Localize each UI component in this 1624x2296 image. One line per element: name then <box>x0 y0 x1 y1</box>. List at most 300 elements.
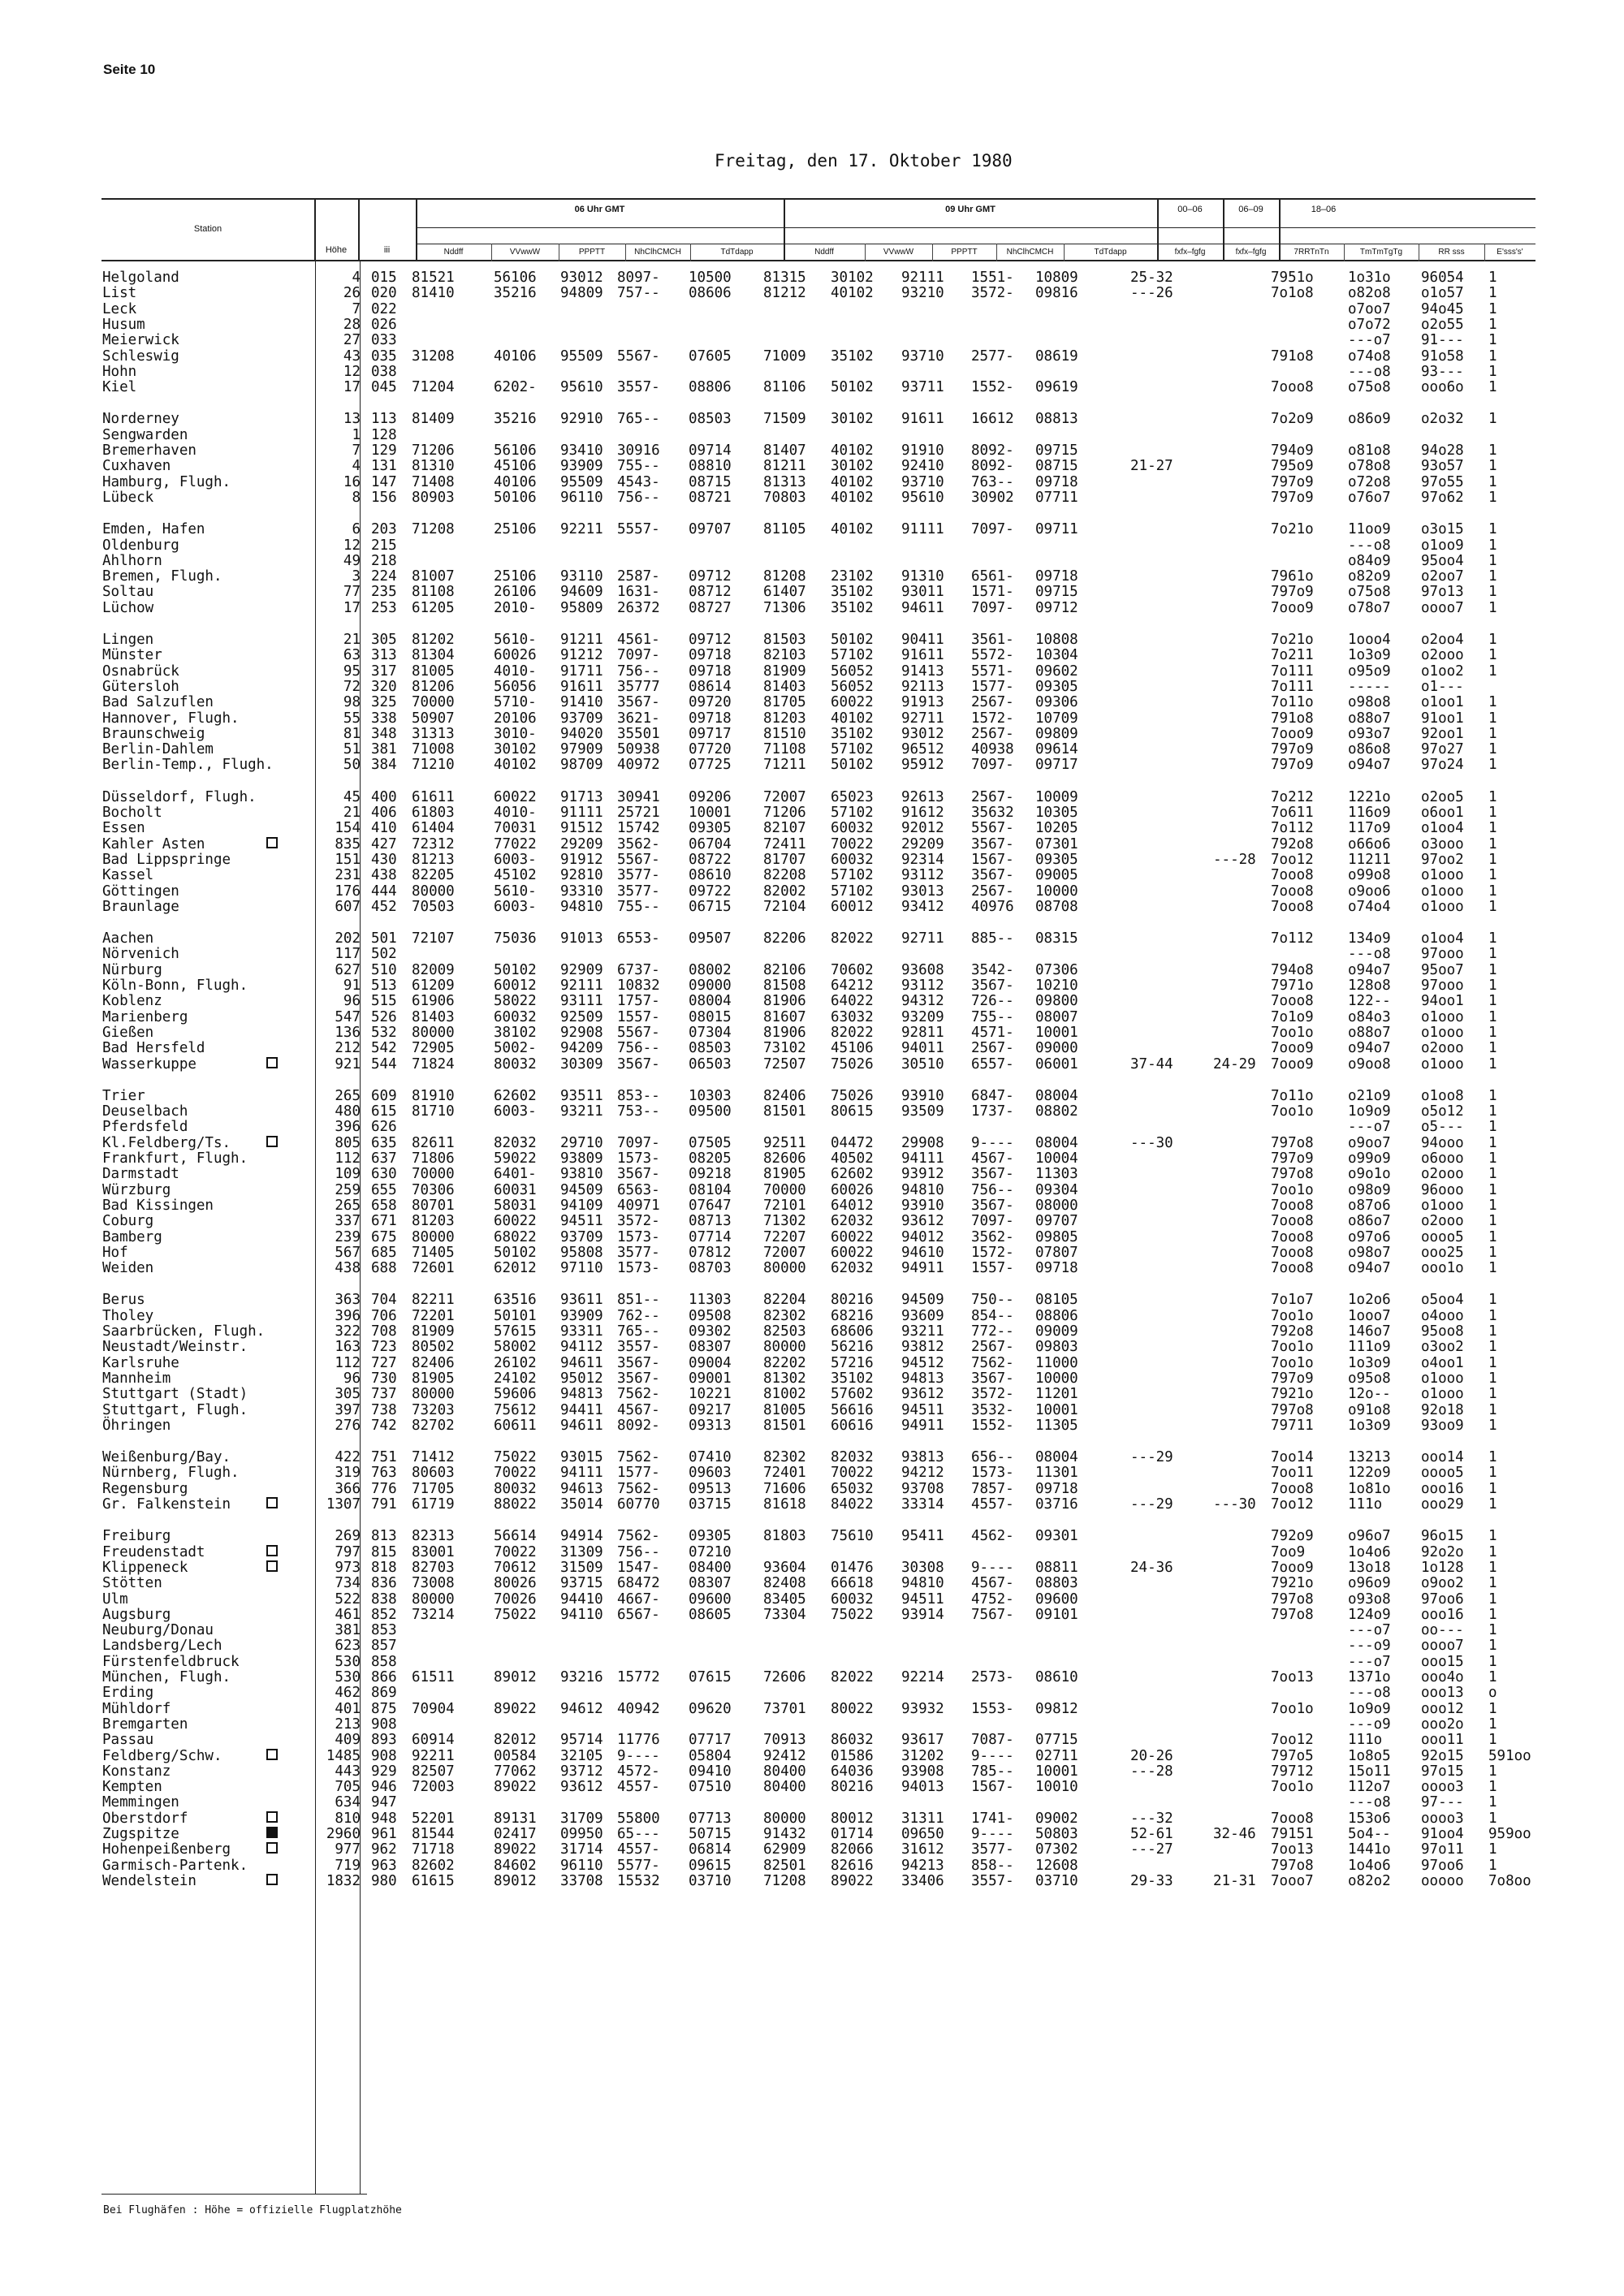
cell-e: 09712 <box>689 568 732 585</box>
cell-a: 80000 <box>412 1228 455 1245</box>
table-row <box>0 1827 1624 1842</box>
cell-id: 723 <box>371 1339 397 1356</box>
station-name: Bamberg <box>102 1228 162 1245</box>
cell-f: 71208 <box>763 1872 806 1889</box>
cell-t1: 7971o <box>1271 978 1314 994</box>
cell-d: 757-- <box>617 285 660 302</box>
cell-f: 81503 <box>763 632 806 648</box>
table-row <box>0 1576 1624 1591</box>
table-row <box>0 1638 1624 1654</box>
cell-d: 6563- <box>617 1181 660 1198</box>
cell-x: ---26 <box>1130 285 1173 302</box>
cell-t4: 1 <box>1488 1559 1497 1576</box>
cell-e: 06814 <box>689 1841 732 1858</box>
cell-t4: 1 <box>1488 883 1497 900</box>
table-row <box>0 1214 1624 1229</box>
cell-h: 151 <box>335 851 361 868</box>
cell-e: 08205 <box>689 1150 732 1167</box>
cell-e: 08015 <box>689 1008 732 1025</box>
cell-g: 35102 <box>831 599 874 616</box>
cell-x: 37-44 <box>1130 1055 1173 1072</box>
cell-t4: 1 <box>1488 1087 1497 1104</box>
cell-h: 363 <box>335 1292 361 1309</box>
cell-c: 93709 <box>560 710 603 727</box>
cell-i: 93608 <box>901 961 944 978</box>
cell-c: 95012 <box>560 1370 603 1387</box>
cell-a: 70000 <box>412 694 455 711</box>
cell-i: 93210 <box>901 285 944 302</box>
cell-e: 08806 <box>689 379 732 396</box>
cell-d: 756-- <box>617 1040 660 1057</box>
cell-h: 627 <box>335 961 361 978</box>
cell-t3: 97oo6 <box>1421 1857 1464 1874</box>
cell-f: 70000 <box>763 1181 806 1198</box>
cell-h: 797 <box>335 1543 361 1560</box>
square-icon <box>266 1136 278 1147</box>
cell-i: 93812 <box>901 1339 944 1356</box>
cell-i: 93912 <box>901 1166 944 1183</box>
cell-j: 756-- <box>971 1181 1014 1198</box>
cell-id: 338 <box>371 710 397 727</box>
cell-t1: 7o21o <box>1271 632 1314 648</box>
cell-t3: ooo16 <box>1421 1606 1464 1623</box>
cell-a: 71008 <box>412 741 455 758</box>
cell-h: 422 <box>335 1449 361 1466</box>
cell-t4: 1 <box>1488 1040 1497 1057</box>
cell-f: 82503 <box>763 1323 806 1340</box>
table-row <box>0 1733 1624 1748</box>
cell-e: 09206 <box>689 788 732 805</box>
cell-t2: 111o <box>1348 1732 1383 1749</box>
table-row <box>0 1418 1624 1434</box>
cell-t3: o2o55 <box>1421 316 1464 333</box>
station-name: Regensburg <box>102 1480 188 1497</box>
cell-t3: 91oo1 <box>1421 710 1464 727</box>
cell-t2: ---o8 <box>1348 946 1391 963</box>
cell-t2: ---o9 <box>1348 1638 1391 1655</box>
cell-t2: ---o8 <box>1348 1685 1391 1702</box>
cell-g: 62032 <box>831 1260 874 1277</box>
cell-t1: 7921o <box>1271 1386 1314 1403</box>
table-row <box>0 1025 1624 1041</box>
cell-d: 35501 <box>617 725 660 742</box>
cell-c: 93012 <box>560 270 603 286</box>
cell-id: 502 <box>371 946 397 963</box>
table-row <box>0 711 1624 727</box>
cell-id: 128 <box>371 426 397 443</box>
header-iii: iii <box>383 245 391 255</box>
cell-h: 7 <box>352 300 361 317</box>
cell-t4: 1 <box>1488 1669 1497 1685</box>
cell-e: 07725 <box>689 757 732 774</box>
cell-c: 93310 <box>560 883 603 900</box>
cell-t4: 1 <box>1488 1779 1497 1796</box>
cell-f: 81705 <box>763 694 806 711</box>
cell-id: 858 <box>371 1653 397 1670</box>
cell-b: 4010- <box>494 805 537 821</box>
cell-g: 45106 <box>831 1040 874 1057</box>
cell-d: 753-- <box>617 1103 660 1120</box>
cell-d: 9---- <box>617 1747 660 1764</box>
cell-a: 83001 <box>412 1543 455 1560</box>
cell-t3: 97o24 <box>1421 757 1464 774</box>
cell-h: 8 <box>352 489 361 506</box>
cell-c: 93611 <box>560 1292 603 1309</box>
station-name: Bremgarten <box>102 1716 188 1733</box>
cell-h: 381 <box>335 1622 361 1639</box>
cell-d: 5577- <box>617 1857 660 1874</box>
cell-j: 3567- <box>971 1166 1014 1183</box>
cell-a: 71412 <box>412 1449 455 1466</box>
cell-c: 94509 <box>560 1181 603 1198</box>
cell-g: 30102 <box>831 411 874 428</box>
cell-g: 64036 <box>831 1763 874 1780</box>
table-row <box>0 286 1624 301</box>
cell-h: 366 <box>335 1480 361 1497</box>
cell-f: 72104 <box>763 898 806 915</box>
cell-t2: o94o7 <box>1348 961 1391 978</box>
cell-j: 3572- <box>971 1386 1014 1403</box>
cell-f: 92511 <box>763 1134 806 1151</box>
cell-t4: 1 <box>1488 662 1497 680</box>
cell-i: 33314 <box>901 1496 944 1513</box>
cell-x: 25-32 <box>1130 270 1173 286</box>
cell-f: 82204 <box>763 1292 806 1309</box>
table-row <box>0 1245 1624 1261</box>
cell-f: 82606 <box>763 1150 806 1167</box>
cell-e: 07410 <box>689 1449 732 1466</box>
cell-d: 3567- <box>617 1055 660 1072</box>
cell-b: 6003- <box>494 1103 537 1120</box>
cell-b: 82012 <box>494 1732 537 1749</box>
cell-t2: 1o31o <box>1348 270 1391 286</box>
cell-b: 5002- <box>494 1040 537 1057</box>
cell-h: 63 <box>343 647 361 664</box>
cell-t1: 7ooo8 <box>1271 1810 1314 1827</box>
cell-k: 08802 <box>1035 1103 1078 1120</box>
cell-f: 81203 <box>763 710 806 727</box>
cell-t3: o1ooo <box>1421 898 1464 915</box>
cell-t1: 7ooo9 <box>1271 1040 1314 1057</box>
cell-f: 81212 <box>763 285 806 302</box>
cell-id: 763 <box>371 1465 397 1482</box>
table-row <box>0 900 1624 915</box>
cell-h: 95 <box>343 662 361 680</box>
cell-t2: 1o9o9 <box>1348 1700 1391 1717</box>
table-row <box>0 757 1624 773</box>
cell-t4: 1 <box>1488 316 1497 333</box>
cell-g: 57102 <box>831 805 874 821</box>
cell-a: 80000 <box>412 1386 455 1403</box>
cell-j: 4567- <box>971 1150 1014 1167</box>
cell-j: 5571- <box>971 662 1014 680</box>
cell-f: 82107 <box>763 820 806 837</box>
cell-t2: o86o9 <box>1348 411 1391 428</box>
cell-f: 81501 <box>763 1103 806 1120</box>
table-row <box>0 632 1624 648</box>
cell-b: 35216 <box>494 285 537 302</box>
cell-k: 07301 <box>1035 835 1078 852</box>
cell-t2: o96o9 <box>1348 1575 1391 1592</box>
cell-c: 91711 <box>560 662 603 680</box>
cell-h: 443 <box>335 1763 361 1780</box>
station-name: Nürnberg, Flugh. <box>102 1465 240 1482</box>
cell-i: 93412 <box>901 898 944 915</box>
cell-h: 154 <box>335 820 361 837</box>
cell-c: 94410 <box>560 1590 603 1608</box>
cell-h: 49 <box>343 552 361 569</box>
cell-a: 61511 <box>412 1669 455 1685</box>
cell-k: 08004 <box>1035 1087 1078 1104</box>
cell-b: 80026 <box>494 1575 537 1592</box>
cell-e: 07510 <box>689 1779 732 1796</box>
cell-g: 64212 <box>831 978 874 994</box>
cell-t1: 795o9 <box>1271 458 1314 475</box>
table-row <box>0 1717 1624 1733</box>
cell-t1: 791o8 <box>1271 347 1314 365</box>
cell-i: 92111 <box>901 270 944 286</box>
cell-t4: 1 <box>1488 347 1497 365</box>
cell-i: 92711 <box>901 710 944 727</box>
cell-k: 08105 <box>1035 1292 1078 1309</box>
cell-h: 461 <box>335 1606 361 1623</box>
cell-h: 16 <box>343 473 361 490</box>
cell-t2: o94o7 <box>1348 1260 1391 1277</box>
cell-h: 623 <box>335 1638 361 1655</box>
cell-t1: 794o9 <box>1271 442 1314 459</box>
square-icon <box>266 837 278 848</box>
cell-f: 81315 <box>763 270 806 286</box>
station-name: Tholey <box>102 1307 154 1324</box>
table-row <box>0 459 1624 474</box>
cell-h: 77 <box>343 584 361 601</box>
cell-a: 80603 <box>412 1465 455 1482</box>
table-row <box>0 270 1624 286</box>
cell-t4: 7o8oo <box>1488 1872 1531 1889</box>
cell-t2: o82o8 <box>1348 285 1391 302</box>
cell-h: 202 <box>335 930 361 947</box>
cell-h: 21 <box>343 632 361 648</box>
cell-t4: 1 <box>1488 1700 1497 1717</box>
cell-i: 93910 <box>901 1197 944 1214</box>
date-heading: Freitag, den 17. Oktober 1980 <box>715 151 1013 170</box>
cell-i: 94611 <box>901 599 944 616</box>
cell-i: 92711 <box>901 930 944 947</box>
cell-t1: 7ooo9 <box>1271 725 1314 742</box>
cell-t4: 1 <box>1488 1496 1497 1513</box>
cell-f: 82103 <box>763 647 806 664</box>
cell-g: 60032 <box>831 851 874 868</box>
cell-i: 94911 <box>901 1260 944 1277</box>
cell-g: 57602 <box>831 1386 874 1403</box>
cell-a: 81910 <box>412 1087 455 1104</box>
cell-x: 52-61 <box>1130 1826 1173 1842</box>
cell-f: 81906 <box>763 1024 806 1041</box>
cell-id: 532 <box>371 1024 397 1041</box>
cell-i: 94013 <box>901 1779 944 1796</box>
square-icon <box>266 1497 278 1508</box>
station-name: List <box>102 285 137 302</box>
cell-j: 726-- <box>971 993 1014 1010</box>
station-name: Landsberg/Lech <box>102 1638 222 1655</box>
cell-k: 02711 <box>1035 1747 1078 1764</box>
cell-t4: 959oo <box>1488 1826 1531 1842</box>
table-row <box>0 1482 1624 1497</box>
cell-t3: o4ooo <box>1421 1307 1464 1324</box>
cell-j: 1737- <box>971 1103 1014 1120</box>
cell-t1: 7ooo9 <box>1271 1055 1314 1072</box>
cell-t3: 91--- <box>1421 332 1464 349</box>
cell-id: 513 <box>371 978 397 994</box>
cell-id: 384 <box>371 757 397 774</box>
cell-t2: o88o7 <box>1348 1024 1391 1041</box>
station-name: Gr. Falkenstein <box>102 1496 231 1513</box>
cell-k: 09619 <box>1035 379 1078 396</box>
cell-e: 10303 <box>689 1087 732 1104</box>
cell-t3: o1ooo <box>1421 1055 1464 1072</box>
cell-i: 93011 <box>901 584 944 601</box>
cell-t4: 1 <box>1488 1055 1497 1072</box>
cell-t1: 7ooo8 <box>1271 1260 1314 1277</box>
cell-h: 480 <box>335 1103 361 1120</box>
cell-i: 94011 <box>901 1040 944 1057</box>
cell-g: 75022 <box>831 1606 874 1623</box>
cell-t1: 7ooo9 <box>1271 599 1314 616</box>
cell-i: 93012 <box>901 725 944 742</box>
cell-f: 80400 <box>763 1763 806 1780</box>
cell-k: 08619 <box>1035 347 1078 365</box>
cell-k: 09816 <box>1035 285 1078 302</box>
cell-t1: 7ooo8 <box>1271 379 1314 396</box>
table-row <box>0 317 1624 333</box>
cell-k: 09809 <box>1035 725 1078 742</box>
cell-e: 08810 <box>689 458 732 475</box>
table-row <box>0 1120 1624 1135</box>
cell-h: 3 <box>352 568 361 585</box>
cell-k: 09002 <box>1035 1810 1078 1827</box>
cell-g: 40102 <box>831 285 874 302</box>
cell-c: 29710 <box>560 1134 603 1151</box>
cell-b: 57615 <box>494 1323 537 1340</box>
cell-t4: 1 <box>1488 1543 1497 1560</box>
cell-k: 10809 <box>1035 270 1078 286</box>
cell-t4: 1 <box>1488 1653 1497 1670</box>
square-icon <box>266 1545 278 1556</box>
cell-d: 8097- <box>617 270 660 286</box>
cell-d: 1573- <box>617 1150 660 1167</box>
cell-d: 50938 <box>617 741 660 758</box>
cell-k: 09718 <box>1035 1260 1078 1277</box>
cell-t4: 1 <box>1488 1810 1497 1827</box>
cell-c: 95509 <box>560 473 603 490</box>
cell-f: 71509 <box>763 411 806 428</box>
cell-id: 348 <box>371 725 397 742</box>
cell-h: 319 <box>335 1465 361 1482</box>
cell-e: 08104 <box>689 1181 732 1198</box>
cell-t1: 7o212 <box>1271 788 1314 805</box>
cell-j: 8092- <box>971 442 1014 459</box>
cell-t1: 79151 <box>1271 1826 1314 1842</box>
station-name: Kl.Feldberg/Ts. <box>102 1134 231 1151</box>
cell-h: 12 <box>343 537 361 554</box>
cell-t4: 1 <box>1488 978 1497 994</box>
cell-t2: o76o7 <box>1348 489 1391 506</box>
cell-d: 4567- <box>617 1401 660 1418</box>
cell-h: 269 <box>335 1528 361 1545</box>
cell-c: 94110 <box>560 1606 603 1623</box>
table-row <box>0 963 1624 978</box>
cell-t2: ---o9 <box>1348 1716 1391 1733</box>
cell-c: 93810 <box>560 1166 603 1183</box>
table-row <box>0 554 1624 569</box>
cell-t2: ---o8 <box>1348 1794 1391 1811</box>
cell-t4: 1 <box>1488 1166 1497 1183</box>
cell-id: 131 <box>371 458 397 475</box>
cell-d: 10832 <box>617 978 660 994</box>
cell-t4: 1 <box>1488 647 1497 664</box>
cell-t3: ooo12 <box>1421 1700 1464 1717</box>
cell-e: 09004 <box>689 1354 732 1371</box>
cell-g: 50102 <box>831 379 874 396</box>
cell-b: 60022 <box>494 1213 537 1230</box>
cell-c: 94111 <box>560 1465 603 1482</box>
cell-t2: o78o7 <box>1348 599 1391 616</box>
cell-b: 25106 <box>494 568 537 585</box>
cell-f: 71306 <box>763 599 806 616</box>
cell-a: 80000 <box>412 1590 455 1608</box>
station-name: Oldenburg <box>102 537 179 554</box>
cell-i: 92613 <box>901 788 944 805</box>
cell-j: 2567- <box>971 725 1014 742</box>
cell-c: 93809 <box>560 1150 603 1167</box>
table-row <box>0 1670 1624 1685</box>
cell-t3: o1ooo <box>1421 867 1464 884</box>
cell-t2: o78o8 <box>1348 458 1391 475</box>
station-name: Freudenstadt <box>102 1543 205 1560</box>
station-name: Koblenz <box>102 993 162 1010</box>
cell-i: 94810 <box>901 1181 944 1198</box>
cell-k: 10205 <box>1035 820 1078 837</box>
cell-t4: 1 <box>1488 1370 1497 1387</box>
cell-c: 94112 <box>560 1339 603 1356</box>
cell-t3: ooo29 <box>1421 1496 1464 1513</box>
cell-t4: 1 <box>1488 993 1497 1010</box>
cell-i: 92314 <box>901 851 944 868</box>
cell-j: 6561- <box>971 568 1014 585</box>
cell-j: 2573- <box>971 1669 1014 1685</box>
cell-t4: 1 <box>1488 363 1497 380</box>
station-name: Neustadt/Weinstr. <box>102 1339 248 1356</box>
station-name: Saarbrücken, Flugh. <box>102 1323 266 1340</box>
cell-id: 948 <box>371 1810 397 1827</box>
cell-t3: oooo5 <box>1421 1228 1464 1245</box>
table-header <box>102 198 1535 261</box>
cell-i: 93813 <box>901 1449 944 1466</box>
cell-j: 7097- <box>971 521 1014 538</box>
cell-a: 71405 <box>412 1244 455 1261</box>
cell-c: 31509 <box>560 1559 603 1576</box>
cell-t4: 1 <box>1488 757 1497 774</box>
cell-j: 4557- <box>971 1496 1014 1513</box>
cell-j: 3577- <box>971 1841 1014 1858</box>
station-name: Göttingen <box>102 883 179 900</box>
cell-f: 82302 <box>763 1449 806 1466</box>
cell-a: 80903 <box>412 489 455 506</box>
cell-t4: 1 <box>1488 521 1497 538</box>
cell-k: 03716 <box>1035 1496 1078 1513</box>
cell-t3: o3oo2 <box>1421 1339 1464 1356</box>
cell-id: 317 <box>371 662 397 680</box>
